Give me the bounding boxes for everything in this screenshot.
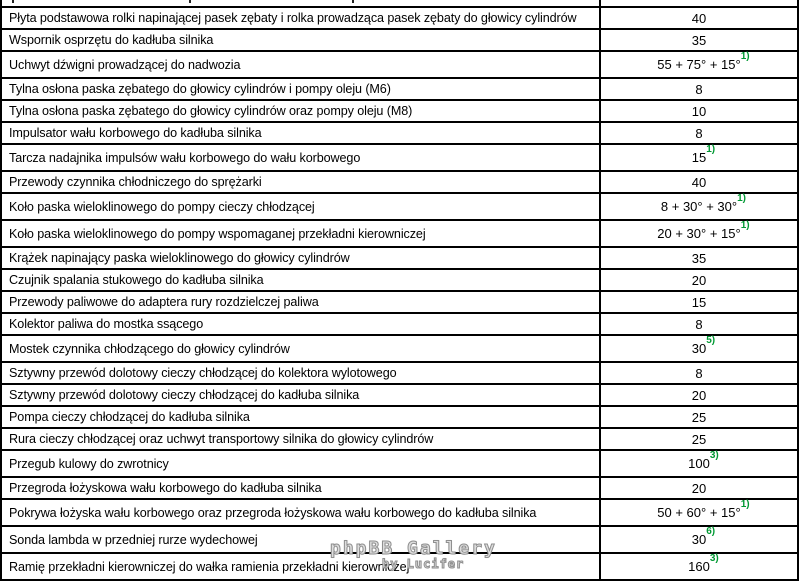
table-row bbox=[2, 407, 797, 429]
component-description: Pokrywa łożyska wału korbowego oraz przegroda łożyskowa wału korbowego do kadłuba silnika bbox=[2, 500, 601, 525]
component-description: Mostek czynnika chłodzącego do głowicy cylindrów bbox=[2, 336, 601, 361]
component-description: Rura cieczy chłodzącej oraz uchwyt transportowy silnika do głowicy cylindrów bbox=[2, 429, 601, 449]
table-row bbox=[2, 101, 797, 123]
torque-value-cell bbox=[601, 385, 797, 405]
torque-value-cell bbox=[601, 194, 797, 219]
table-row bbox=[2, 221, 797, 248]
component-description: Koło paska wieloklinowego do pompy cieczy chłodzącej bbox=[2, 194, 601, 219]
table-row bbox=[2, 270, 797, 292]
component-description: Przewody czynnika chłodniczego do sprężarki bbox=[2, 172, 601, 192]
torque-table-body bbox=[2, 8, 797, 581]
partial-top-row-description bbox=[2, 0, 601, 6]
table-row bbox=[2, 79, 797, 101]
table-row bbox=[2, 314, 797, 336]
torque-value: 8 bbox=[695, 125, 703, 141]
torque-value: 160 bbox=[688, 559, 710, 574]
component-description: Sonda lambda w przedniej rurze wydechowej bbox=[2, 527, 601, 552]
partial-top-row-value bbox=[601, 0, 797, 6]
component-description: Kolektor paliwa do mostka ssącego bbox=[2, 314, 601, 334]
torque-value-cell bbox=[601, 8, 797, 28]
component-description: Przewody paliwowe do adaptera rury rozdzielczej paliwa bbox=[2, 292, 601, 312]
table-row bbox=[2, 527, 797, 554]
torque-value: 55 + 75° + 15° bbox=[657, 57, 741, 72]
table-row bbox=[2, 363, 797, 385]
torque-value: 25 bbox=[691, 431, 707, 447]
component-description: Impulsator wału korbowego do kadłuba silnika bbox=[2, 123, 601, 143]
component-description: Ramię przekładni kierowniczej do wałka ramienia przekładni kierowniczej bbox=[2, 554, 601, 579]
torque-value: 40 bbox=[691, 10, 707, 26]
torque-value-cell bbox=[601, 145, 797, 170]
table-row bbox=[2, 248, 797, 270]
torque-value-cell bbox=[601, 407, 797, 427]
component-description: Uchwyt dźwigni prowadzącej do nadwozia bbox=[2, 52, 601, 77]
torque-value-cell bbox=[601, 292, 797, 312]
component-description: Przegroda łożyskowa wału korbowego do kadłuba silnika bbox=[2, 478, 601, 498]
torque-value: 30 bbox=[691, 532, 707, 547]
torque-value-cell bbox=[601, 248, 797, 268]
torque-value-cell bbox=[601, 451, 797, 476]
text-fragment bbox=[352, 0, 354, 3]
torque-value: 20 bbox=[691, 387, 707, 403]
footnote-reference: 1) bbox=[740, 499, 750, 510]
table-row bbox=[2, 292, 797, 314]
torque-value-cell bbox=[601, 314, 797, 334]
torque-value-cell bbox=[601, 336, 797, 361]
component-description: Płyta podstawowa rolki napinającej pasek zębaty i rolka prowadząca pasek zębaty do głowicy cylindrów bbox=[2, 8, 601, 28]
component-description: Krążek napinający paska wieloklinowego do głowicy cylindrów bbox=[2, 248, 601, 268]
torque-value: 50 + 60° + 15° bbox=[657, 505, 741, 520]
component-description: Tylna osłona paska zębatego do głowicy cylindrów oraz pompy oleju (M8) bbox=[2, 101, 601, 121]
footnote-reference: 3) bbox=[709, 553, 719, 564]
torque-value-cell bbox=[601, 478, 797, 498]
torque-value: 8 bbox=[695, 316, 703, 332]
torque-value: 35 bbox=[691, 32, 707, 48]
torque-value: 8 bbox=[695, 365, 703, 381]
footnote-reference: 1) bbox=[740, 220, 750, 231]
table-row bbox=[2, 8, 797, 30]
torque-value-cell bbox=[601, 500, 797, 525]
component-description: Wspornik osprzętu do kadłuba silnika bbox=[2, 30, 601, 50]
torque-value: 15 bbox=[691, 294, 707, 310]
footnote-reference: 1) bbox=[706, 144, 716, 155]
torque-value: 8 + 30° + 30° bbox=[660, 199, 738, 214]
torque-value-cell bbox=[601, 52, 797, 77]
torque-value: 30 bbox=[691, 341, 707, 356]
torque-value: 15 bbox=[691, 150, 707, 165]
torque-value-cell bbox=[601, 221, 797, 246]
table-row bbox=[2, 478, 797, 500]
table-row bbox=[2, 429, 797, 451]
table-row bbox=[2, 336, 797, 363]
watermark-title: phpBB Gallery bbox=[330, 538, 497, 559]
torque-value-cell bbox=[601, 429, 797, 449]
component-description: Tarcza nadajnika impulsów wału korbowego do wału korbowego bbox=[2, 145, 601, 170]
torque-value: 100 bbox=[688, 456, 710, 471]
component-description: Sztywny przewód dolotowy cieczy chłodzącej do kadłuba silnika bbox=[2, 385, 601, 405]
footnote-reference: 1) bbox=[737, 193, 746, 204]
footnote-reference: 1) bbox=[740, 51, 750, 62]
table-row bbox=[2, 172, 797, 194]
table-row bbox=[2, 385, 797, 407]
component-description: Sztywny przewód dolotowy cieczy chłodzącej do kolektora wylotowego bbox=[2, 363, 601, 383]
watermark-author: by Lucifer bbox=[382, 557, 465, 571]
component-description: Tylna osłona paska zębatego do głowicy cylindrów i pompy oleju (M6) bbox=[2, 79, 601, 99]
torque-value: 20 + 30° + 15° bbox=[657, 226, 741, 241]
torque-value: 8 bbox=[695, 81, 703, 97]
partial-top-row bbox=[2, 0, 797, 8]
table-row bbox=[2, 451, 797, 478]
table-row bbox=[2, 145, 797, 172]
torque-value-cell bbox=[601, 363, 797, 383]
torque-value-cell bbox=[601, 30, 797, 50]
component-description: Koło paska wieloklinowego do pompy wspomaganej przekładni kierowniczej bbox=[2, 221, 601, 246]
torque-value: 25 bbox=[691, 409, 707, 425]
torque-value-cell bbox=[601, 527, 797, 552]
component-description: Pompa cieczy chłodzącej do kadłuba silnika bbox=[2, 407, 601, 427]
table-row bbox=[2, 123, 797, 145]
table-row bbox=[2, 554, 797, 581]
text-fragment bbox=[189, 0, 191, 3]
torque-value-cell bbox=[601, 554, 797, 579]
torque-value: 40 bbox=[691, 174, 707, 190]
torque-value-cell bbox=[601, 270, 797, 290]
table-row bbox=[2, 52, 797, 79]
torque-value: 35 bbox=[691, 250, 707, 266]
torque-value: 10 bbox=[691, 103, 707, 119]
component-description: Przegub kulowy do zwrotnicy bbox=[2, 451, 601, 476]
torque-value: 20 bbox=[691, 272, 707, 288]
footnote-reference: 3) bbox=[709, 450, 719, 461]
table-row bbox=[2, 30, 797, 52]
footnote-reference: 5) bbox=[706, 335, 716, 346]
torque-value-cell bbox=[601, 79, 797, 99]
torque-value-cell bbox=[601, 123, 797, 143]
table-row bbox=[2, 500, 797, 527]
torque-value-cell bbox=[601, 101, 797, 121]
table-row bbox=[2, 194, 797, 221]
torque-value-cell bbox=[601, 172, 797, 192]
text-fragment bbox=[12, 0, 14, 3]
torque-value: 20 bbox=[691, 480, 707, 496]
footnote-reference: 6) bbox=[706, 526, 716, 537]
component-description: Czujnik spalania stukowego do kadłuba silnika bbox=[2, 270, 601, 290]
